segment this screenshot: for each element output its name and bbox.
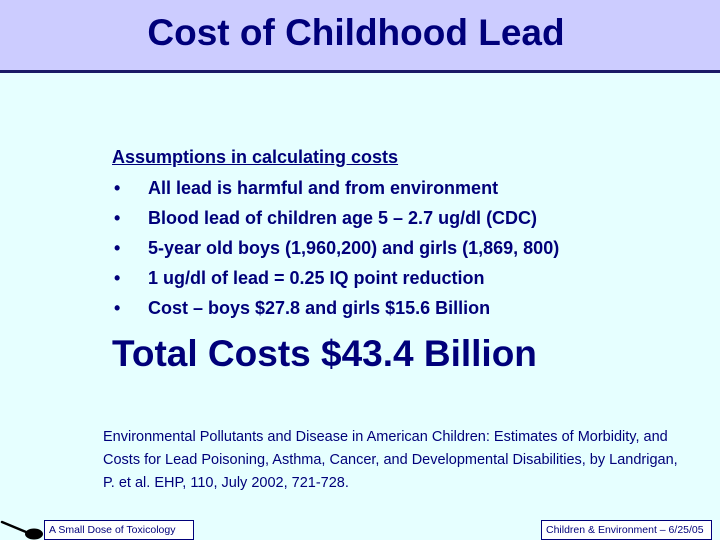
bullet-icon: • [114, 268, 121, 288]
citation: Environmental Pollutants and Disease in American Children: Estimates of Morbidity, and Costs for Lead Poisoning, Asthma, Cancer, and Developmental Disabilities, by Landrigan, P. et al. EHP, 110, July 2002, 721-728. [103, 429, 678, 491]
list-item [112, 207, 559, 237]
list-item-text: All lead is harmful and from environment [148, 178, 499, 198]
bullet-icon: • [114, 298, 121, 318]
bullet-icon: • [114, 208, 121, 228]
footer-right-label: Children & Environment – 6/25/05 [541, 520, 712, 540]
title-bar [0, 0, 720, 73]
spoon-logo-icon [0, 514, 46, 540]
bullet-icon: • [114, 238, 121, 258]
assumptions-list [112, 177, 559, 327]
footer-left-label: A Small Dose of Toxicology [44, 520, 194, 540]
total-costs: Total Costs $43.4 Billion [112, 333, 537, 374]
list-item [112, 177, 559, 207]
list-item [112, 297, 559, 327]
list-item [112, 267, 559, 297]
list-item-text: Cost – boys $27.8 and girls $15.6 Billion [148, 298, 491, 318]
list-item [112, 237, 559, 267]
bullet-icon: • [114, 178, 121, 198]
list-item-text: Blood lead of children age 5 – 2.7 ug/dl (CDC) [148, 208, 538, 228]
list-item-text: 5-year old boys (1,960,200) and girls (1,869, 800) [148, 238, 560, 258]
assumptions-heading: Assumptions in calculating costs [112, 147, 399, 167]
list-item-text: 1 ug/dl of lead = 0.25 IQ point reduction [148, 268, 485, 288]
page-title: Cost of Childhood Lead [147, 12, 565, 53]
